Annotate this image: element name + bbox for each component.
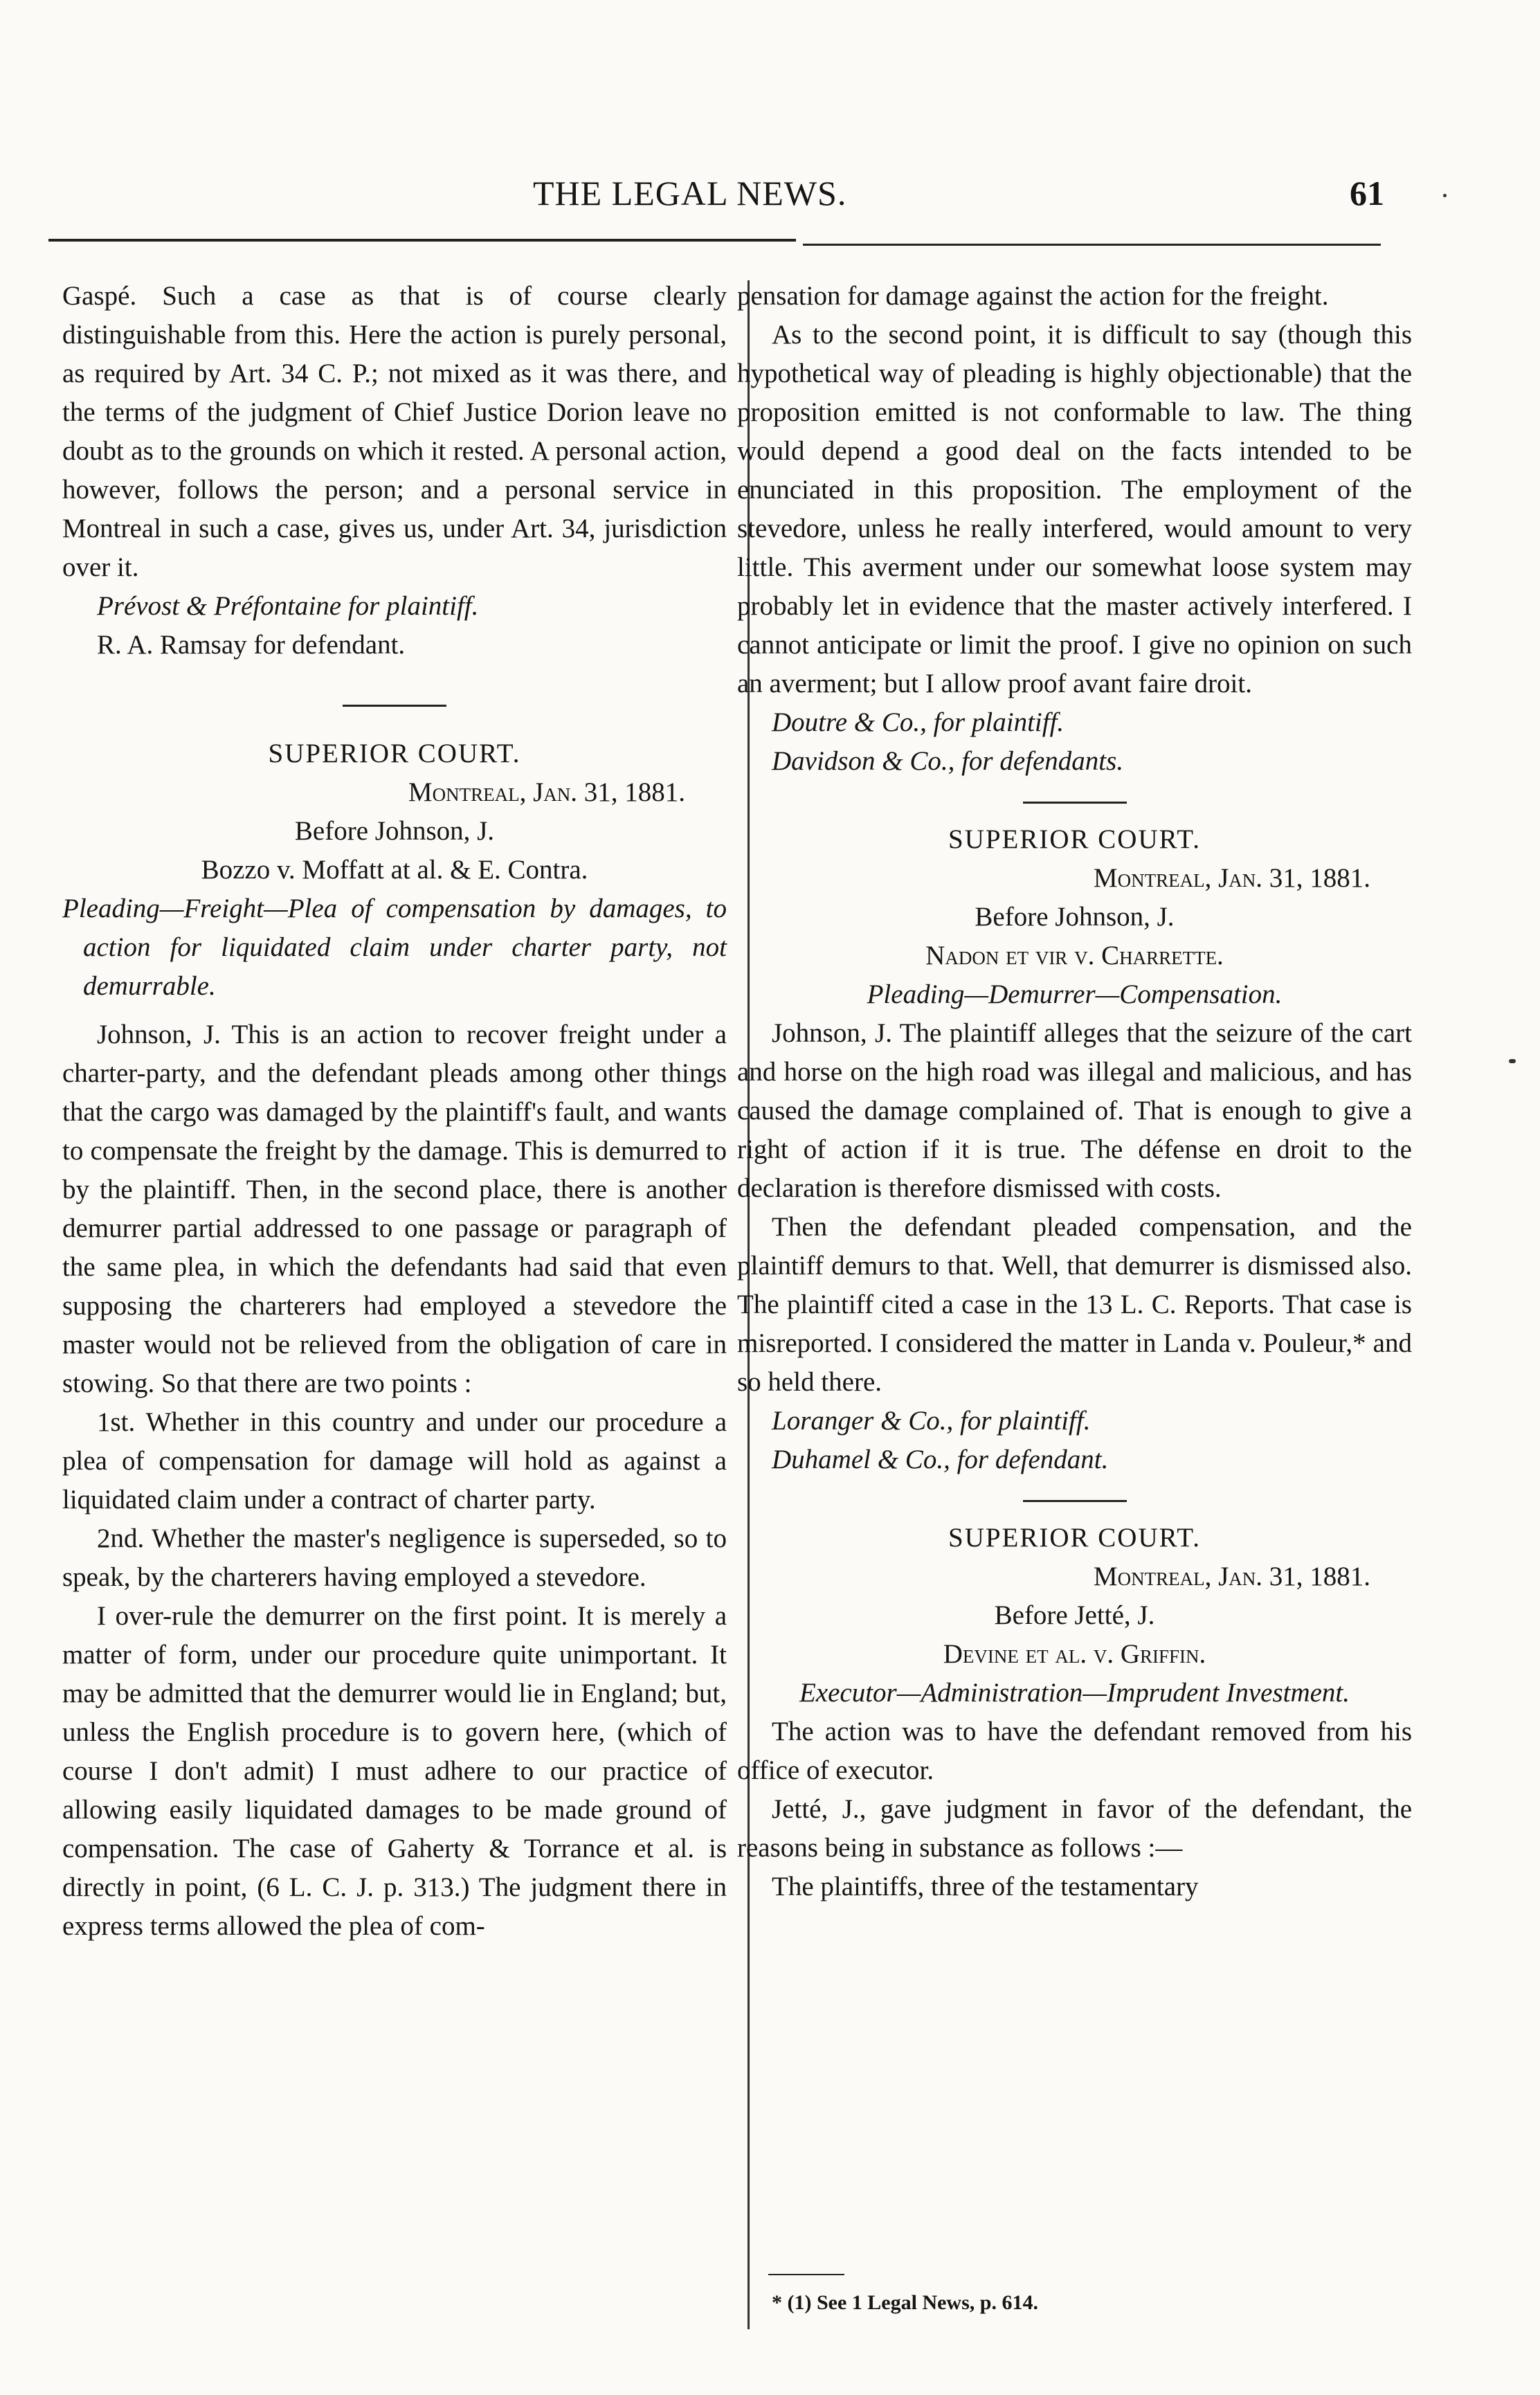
dateline: Montreal, Jan. 31, 1881.	[1093, 1562, 1370, 1591]
court-heading: SUPERIOR COURT.	[948, 1523, 1201, 1553]
paragraph: 2nd. Whether the master's negligence is superseded, so to speak, by the charterers having employed a stevedore.	[62, 1524, 727, 1592]
paragraph: Johnson, J. This is an action to recover freight under a charter-party, and the defendant pleads among other things that the cargo was damaged by the plaintiff's fault, and wants to compensate the freight by the damage. This is demurred to by the plaintiff. Then, in the second place, there is another demurrer partial addressed to one passage or paragraph of the same plea, in which the defendants had said that even supposing the charterers had employed a stevedore the master would not be relieved from the obligation of care in stowing. So that there are two points :	[62, 1020, 727, 1398]
running-title: THE LEGAL NEWS.	[533, 174, 847, 213]
dateline: Montreal, Jan. 31, 1881.	[1093, 863, 1370, 893]
headnote: Pleading—Freight—Plea of compensation by damages, to action for liquidated claim under charter party, not demurrable.	[62, 894, 727, 1001]
page-number: 61	[1350, 174, 1384, 213]
paragraph: Johnson, J. The plaintiff alleges that the seizure of the cart and horse on the high road was illegal and malicious, and has caused the damage complained of. That is enough to give a right of action if it is true. The défense en droit to the declaration is therefore dismissed with costs.	[737, 1018, 1412, 1203]
paragraph: pensation for damage against the action for the freight.	[737, 281, 1329, 311]
paragraph: The plaintiffs, three of the testamentary	[772, 1872, 1199, 1901]
paragraph: The action was to have the defendant removed from his office of executor.	[737, 1717, 1412, 1785]
case-caption: Nadon et vir v. Charrette.	[925, 941, 1224, 970]
paragraph: Then the defendant pleaded compensation, and the plaintiff demurs to that. Well, that demurrer is dismissed also. The plaintiff cited a case in the 13 L. C. Reports. That case is misreported. I considered the matter in Landa v. Pouleur,* and so held there.	[737, 1212, 1412, 1397]
paragraph: I over-rule the demurrer on the first point. It is merely a matter of form, under our procedure quite unimportant. It may be admitted that the demurrer would lie in England; but, unless the English procedure is to govern here, (which of course I don't admit) I must adhere to our practice of allowing easily liquidated damages to be made ground of compensation. The case of Gaherty & Torrance et al. is directly in point, (6 L. C. J. p. 313.) The judgment there in express terms allowed the plea of com-	[62, 1601, 727, 1941]
case-caption: Devine et al. v. Griffin.	[943, 1639, 1206, 1669]
header-rule-right	[803, 244, 1381, 246]
right-column	[737, 277, 1412, 1906]
section-rule	[1023, 802, 1127, 804]
page-header	[0, 173, 1540, 228]
paragraph: Gaspé. Such a case as that is of course clearly distinguishable from this. Here the action is purely personal, as required by Art. 34 C. P.; not mixed as it was there, and the terms of the judgment of Chief Justice Dorion leave no doubt as to the grounds on which it rested. A personal action, however, follows the person; and a personal service in Montreal in such a case, gives us, under Art. 34, jurisdiction over it.	[62, 281, 727, 582]
headnote: Executor—Administration—Imprudent Investment.	[799, 1678, 1350, 1708]
paragraph: As to the second point, it is difficult to say (though this hypothetical way of pleading is highly objectionable) that the proposition emitted is not conformable to law. The thing would depend a good deal on the facts intended to be enunciated in this proposition. The employment of the stevedore, unless he really interfered, would amount to very little. This averment under our somewhat loose system may probably let in evidence that the master actively interfered. I cannot anticipate or limit the proof. I give no opinion on such an averment; but I allow proof avant faire droit.	[737, 320, 1412, 698]
headnote: Pleading—Demurrer—Compensation.	[867, 979, 1283, 1009]
court-heading: SUPERIOR COURT.	[948, 824, 1201, 854]
left-column	[62, 277, 727, 1946]
judge-line: Before Johnson, J.	[294, 816, 495, 846]
counsel-line: Davidson & Co., for defendants.	[772, 746, 1124, 776]
judge-line: Before Johnson, J.	[975, 902, 1175, 932]
footnote-rule	[768, 2274, 844, 2275]
speck	[1443, 194, 1447, 197]
paragraph: 1st. Whether in this country and under our procedure a plea of compensation for damage will hold as against a liquidated claim under a contract of charter party.	[62, 1407, 727, 1515]
court-heading: SUPERIOR COURT.	[268, 739, 521, 768]
judge-line: Before Jetté, J.	[994, 1600, 1155, 1630]
section-rule	[343, 705, 446, 707]
counsel-line: Duhamel & Co., for defendant.	[772, 1445, 1109, 1474]
header-rule-left	[48, 239, 796, 242]
dateline: Montreal, Jan. 31, 1881.	[408, 777, 685, 807]
counsel-line: Prévost & Préfontaine for plaintiff.	[97, 591, 479, 621]
paragraph: Jetté, J., gave judgment in favor of the defendant, the reasons being in substance as follows :—	[737, 1794, 1412, 1863]
speck	[1509, 1059, 1516, 1063]
counsel-line: R. A. Ramsay for defendant.	[97, 630, 406, 660]
footnote: * (1) See 1 Legal News, p. 614.	[772, 2291, 1038, 2314]
section-rule	[1023, 1500, 1127, 1502]
case-caption: Bozzo v. Moffatt at al. & E. Contra.	[201, 855, 588, 885]
counsel-line: Loranger & Co., for plaintiff.	[772, 1406, 1091, 1436]
counsel-line: Doutre & Co., for plaintiff.	[772, 707, 1065, 737]
